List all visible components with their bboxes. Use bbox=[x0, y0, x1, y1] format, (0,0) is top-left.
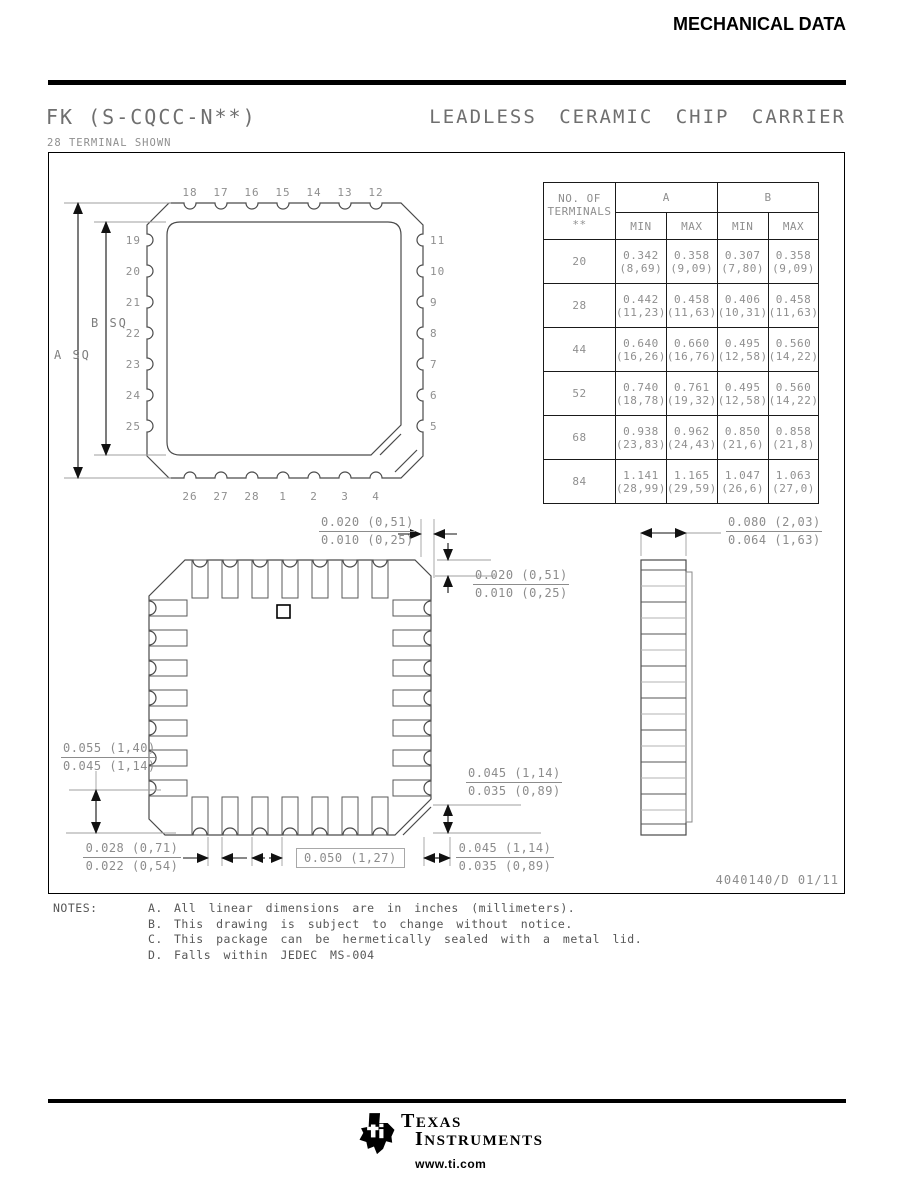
dim-corner-bottom-right: 0.045 (1,14) 0.035 (0,89) bbox=[456, 841, 554, 874]
pin-label: 25 bbox=[125, 420, 141, 433]
table-subheader: MIN bbox=[717, 213, 768, 240]
bottom-view-terminals bbox=[149, 560, 431, 835]
table-group-header-b: B bbox=[717, 183, 819, 213]
table-corner-header: NO. OF TERMINALS ** bbox=[544, 183, 616, 240]
note-text: Falls within JEDEC MS-004 bbox=[174, 947, 375, 962]
dim-corner-left: 0.055 (1,40) 0.045 (1,14) bbox=[63, 741, 156, 773]
pin-label: 8 bbox=[430, 327, 438, 340]
pin-label: 20 bbox=[125, 265, 141, 278]
dim-edge-offset-right: 0.020 (0,51) 0.010 (0,25) bbox=[475, 568, 568, 600]
terminal-count: 84 bbox=[544, 460, 616, 504]
package-subtitle: 28 TERMINAL SHOWN bbox=[47, 137, 172, 149]
pin-label: 3 bbox=[341, 490, 349, 503]
pin-label: 2 bbox=[310, 490, 318, 503]
note-text: This drawing is subject to change without notice. bbox=[174, 916, 573, 931]
pin-label: 18 bbox=[182, 186, 198, 199]
pin-label: 16 bbox=[244, 186, 260, 199]
table-row: 68 0.938 (23,83) 0.962 (24,43) 0.850 (21,6) 0.858 (21,8) bbox=[544, 416, 819, 460]
pin-label: 21 bbox=[125, 296, 141, 309]
pin-label: 13 bbox=[337, 186, 353, 199]
pin1-index-mark bbox=[277, 605, 290, 618]
pin-label: 27 bbox=[213, 490, 229, 503]
ti-texas-logo-icon bbox=[358, 1113, 396, 1155]
top-view-dimension-arrows bbox=[78, 203, 106, 478]
pin-label: 10 bbox=[430, 265, 446, 278]
pin-label: 9 bbox=[430, 296, 438, 309]
table-subheader: MIN bbox=[616, 213, 667, 240]
table-subheader: MAX bbox=[768, 213, 819, 240]
notes-section bbox=[53, 901, 642, 963]
package-name: LEADLESS CERAMIC CHIP CARRIER bbox=[429, 106, 846, 128]
top-view-dimension-lines bbox=[64, 203, 171, 478]
table-group-header-a: A bbox=[616, 183, 718, 213]
ti-website-url: www.ti.com bbox=[415, 1157, 487, 1171]
note-item: NOTES: A. All linear dimensions are in inches (millimeters). bbox=[53, 901, 576, 915]
pin-label: 17 bbox=[213, 186, 229, 199]
table-row: 28 0.442 (11,23) 0.458 (11,63) 0.406 (10,31) 0.458 (11,63) bbox=[544, 284, 819, 328]
package-code: FK (S-CQCC-N**) bbox=[46, 105, 257, 129]
terminal-dimensions-table bbox=[543, 182, 819, 504]
pin-label: 23 bbox=[125, 358, 141, 371]
drawing-frame bbox=[48, 152, 845, 894]
pin-label: 7 bbox=[430, 358, 438, 371]
dim-label-a-sq: A SQ bbox=[54, 348, 91, 362]
brand-instruments: INSTRUMENTS bbox=[415, 1128, 544, 1150]
table-row: 84 1.141 (28,99) 1.165 (29,59) 1.047 (26,6) 1.063 (27,0) bbox=[544, 460, 819, 504]
top-view-outline bbox=[147, 203, 423, 478]
dim-terminal-length-right: 0.045 (1,14) 0.035 (0,89) bbox=[468, 766, 561, 798]
bottom-view-outline bbox=[149, 560, 431, 835]
pin-label: 12 bbox=[368, 186, 384, 199]
pin-label: 15 bbox=[275, 186, 291, 199]
dim-side-thickness: 0.080 (2,03) 0.064 (1,63) bbox=[728, 515, 821, 547]
page-title: MECHANICAL DATA bbox=[673, 14, 846, 34]
pin-label: 5 bbox=[430, 420, 438, 433]
terminal-count: 28 bbox=[544, 284, 616, 328]
pin-label: 6 bbox=[430, 389, 438, 402]
dim-label-b-sq: B SQ bbox=[91, 316, 128, 330]
terminal-count: 20 bbox=[544, 240, 616, 284]
note-text: This package can be hermetically sealed with a metal lid. bbox=[174, 932, 643, 946]
table-row: 20 0.342 (8,69) 0.358 (9,09) 0.307 (7,80) 0.358 (9,09) bbox=[544, 240, 819, 284]
ti-logo bbox=[358, 1110, 544, 1171]
top-divider bbox=[48, 80, 846, 85]
note-item: C. This package can be hermetically sealed with a metal lid. bbox=[148, 932, 643, 946]
side-view bbox=[641, 560, 692, 835]
pin-label: 19 bbox=[125, 234, 141, 247]
notes-label: NOTES: bbox=[53, 901, 98, 915]
pin-label: 1 bbox=[279, 490, 287, 503]
dim-pitch: 0.050 (1,27) bbox=[296, 848, 405, 868]
pin-label: 28 bbox=[244, 490, 260, 503]
pin-label: 22 bbox=[125, 327, 141, 340]
pin-label: 14 bbox=[306, 186, 322, 199]
dim-terminal-gap-bottom: 0.028 (0,71) 0.022 (0,54) bbox=[83, 841, 181, 874]
note-item: B. This drawing is subject to change without notice. bbox=[148, 916, 573, 931]
terminal-count: 52 bbox=[544, 372, 616, 416]
dimension-arrows bbox=[96, 533, 686, 858]
note-item: D. Falls within JEDEC MS-004 bbox=[148, 947, 375, 962]
pin-label: 4 bbox=[372, 490, 380, 503]
pin-label: 11 bbox=[430, 234, 446, 247]
ti-wordmark bbox=[401, 1110, 544, 1150]
table-subheader: MAX bbox=[666, 213, 717, 240]
terminal-count: 68 bbox=[544, 416, 616, 460]
pin-label: 26 bbox=[182, 490, 198, 503]
table-row: 44 0.640 (16,26) 0.660 (16,76) 0.495 (12,58) 0.560 (14,22) bbox=[544, 328, 819, 372]
table-row: 52 0.740 (18,78) 0.761 (19,32) 0.495 (12,58) 0.560 (14,22) bbox=[544, 372, 819, 416]
drawing-number: 4040140/D 01/11 bbox=[715, 873, 839, 887]
terminal-count: 44 bbox=[544, 328, 616, 372]
pin-label: 24 bbox=[125, 389, 141, 402]
footer-divider bbox=[48, 1099, 846, 1103]
note-text: All linear dimensions are in inches (millimeters). bbox=[174, 901, 576, 915]
dim-terminal-width-top: 0.020 (0,51) 0.010 (0,25) bbox=[321, 515, 414, 547]
brand-texas: TEXAS bbox=[401, 1110, 462, 1132]
